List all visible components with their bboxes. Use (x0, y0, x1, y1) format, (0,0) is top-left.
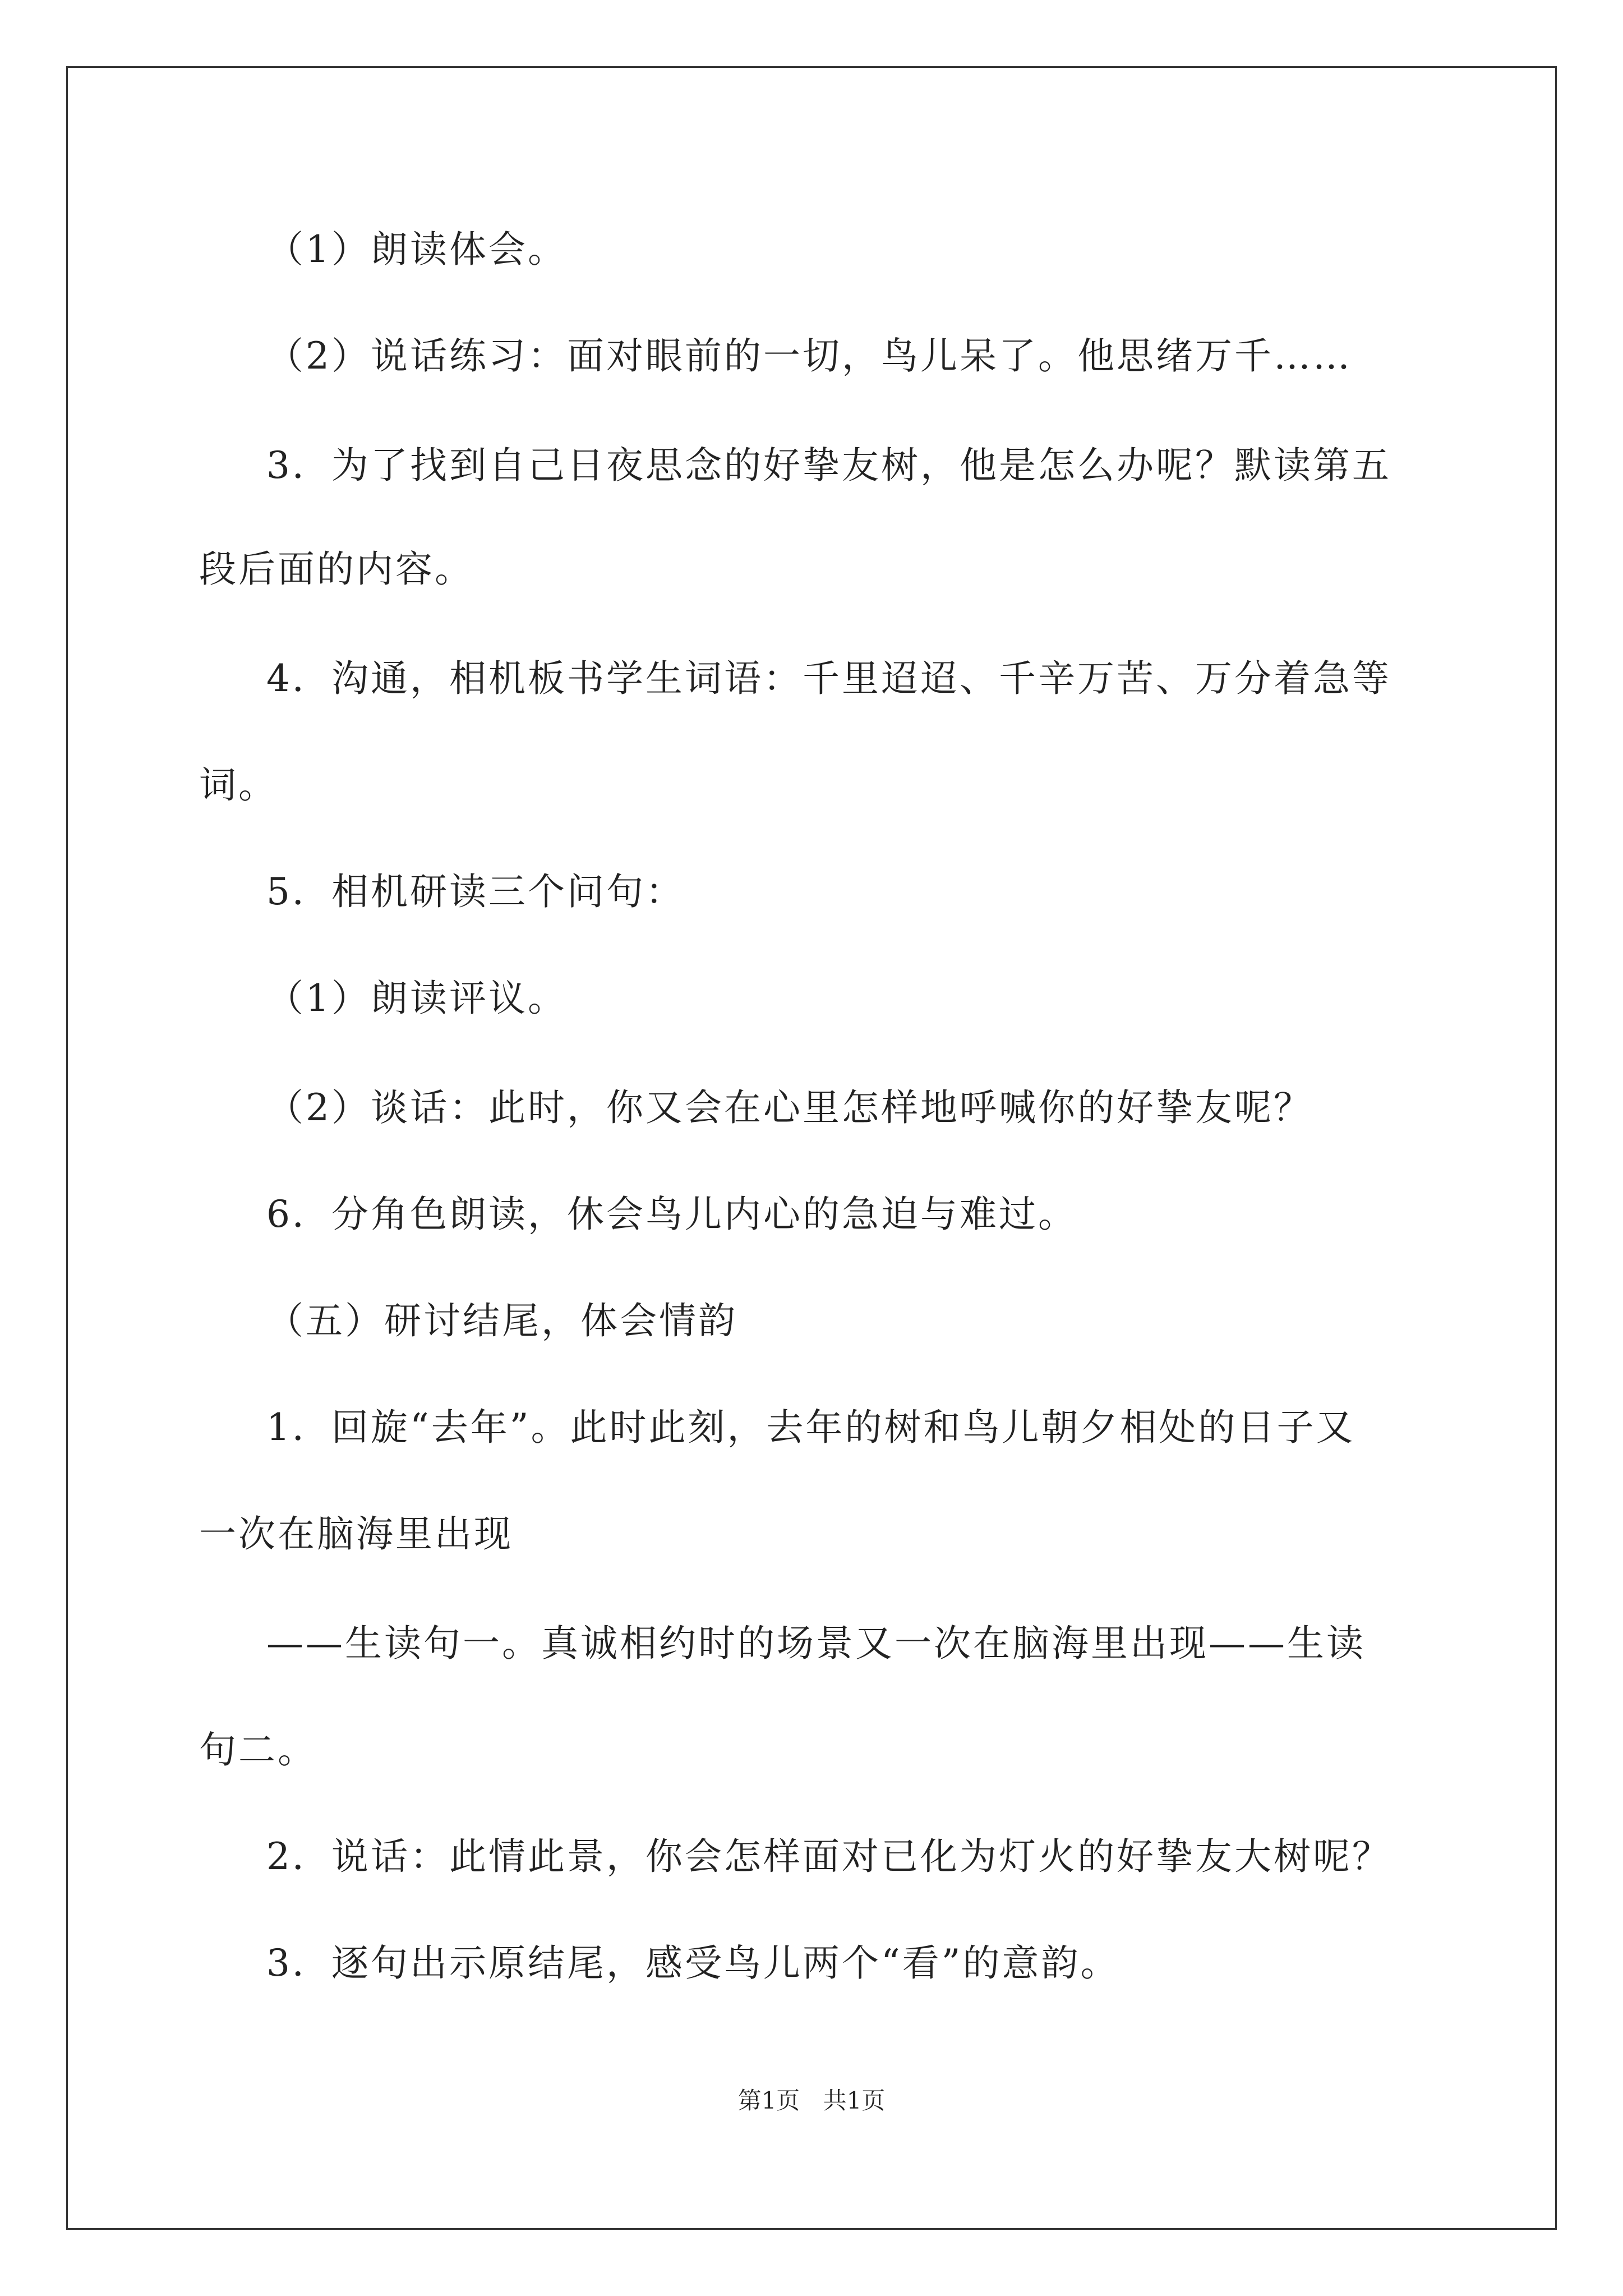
text-line: 6．分角色朗读，休会鸟儿内心的急迫与难过。 (266, 1193, 1077, 1236)
text-line: 一次在脑海里出现 (199, 1512, 513, 1556)
text-line: （2）说话练习：面对眼前的一切，鸟儿呆了。他思绪万千…… (266, 334, 1352, 378)
text-line: 3．为了找到自己日夜思念的好挚友树，他是怎么办呢？默读第五 (266, 444, 1391, 487)
text-line: 句二。 (199, 1728, 317, 1772)
text-line: 5．相机研读三个问句： (266, 870, 685, 913)
total-pages: 共1页 (823, 2087, 886, 2114)
text-line: 段后面的内容。 (199, 547, 474, 591)
text-line: ——生读句一。真诚相约时的场景又一次在脑海里出现——生读 (266, 1622, 1366, 1665)
text-line: 4．沟通，相机板书学生词语：千里迢迢、千辛万苦、万分着急等 (266, 657, 1391, 700)
page-border (66, 66, 1557, 2230)
text-line: （1）朗读体会。 (266, 228, 567, 271)
page-number: 第1页 (737, 2087, 800, 2114)
text-line: 1．回旋“去年”。此时此刻，去年的树和鸟儿朝夕相处的日子又 (266, 1406, 1355, 1449)
text-line: 词。 (199, 763, 278, 807)
text-line: 3．逐句出示原结尾，感受鸟儿两个“看”的意韵。 (266, 1941, 1120, 1985)
text-line: （1）朗读评议。 (266, 977, 567, 1020)
section-heading: （五）研讨结尾，体会情韵 (266, 1299, 737, 1342)
text-line: （2）谈话：此时，你又会在心里怎样地呼喊你的好挚友呢？ (266, 1086, 1313, 1129)
page-footer (0, 2084, 1623, 2118)
text-line: 2．说话：此情此景，你会怎样面对已化为灯火的好挚友大树呢？ (266, 1835, 1391, 1878)
